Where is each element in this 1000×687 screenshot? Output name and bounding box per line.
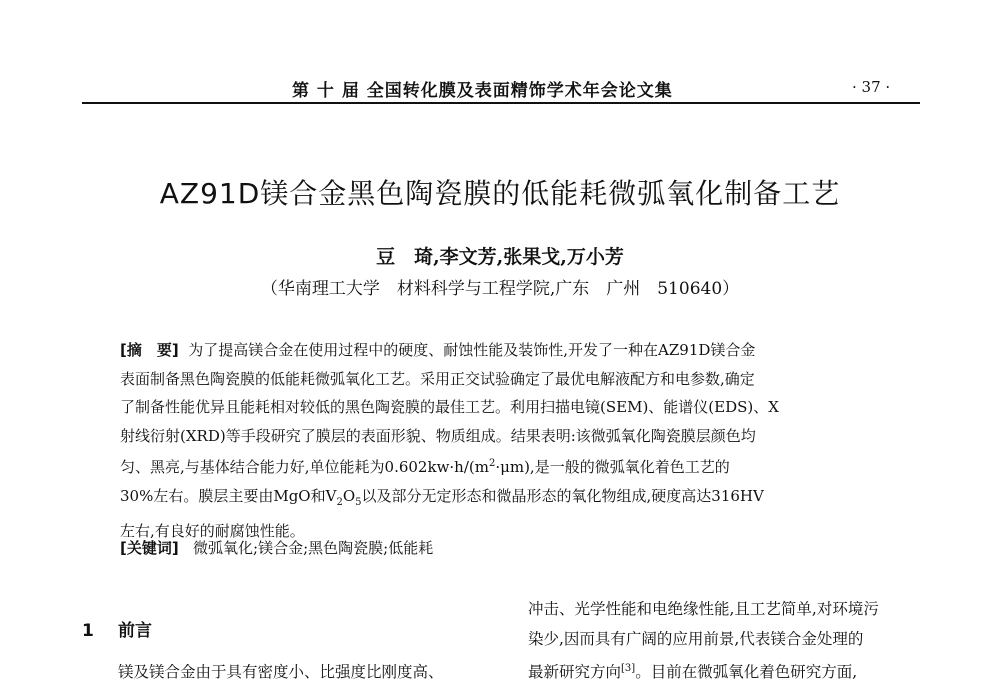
body-paragraph: 镁及镁合金由于具有密度小、比强度比刚度高、 (118, 663, 444, 681)
body-left-column (118, 660, 444, 682)
abstract-text: 以及部分无定形态和微晶形态的氧化物组成,硬度高达316HV (361, 486, 764, 505)
running-title: 第 十 届 全国转化膜及表面精饰学术年会论文集 (292, 81, 673, 101)
keywords (120, 537, 890, 558)
body-line: 冲击、光学性能和电绝缘性能,且工艺简单,对环境污 (528, 600, 879, 618)
subscript: 2 (336, 496, 343, 508)
header-rule (82, 102, 920, 104)
superscript: 2 (488, 458, 496, 469)
section-number: 1 (82, 621, 94, 641)
abstract-line: 射线衍射(XRD)等手段研究了膜层的表面形貌、物质组成。结果表明:该微弧氧化陶瓷膜层颜色均 (120, 426, 756, 445)
abstract-label: [摘 要] (120, 341, 179, 359)
abstract-line (120, 450, 890, 482)
abstract-text: 30%左右。膜层主要由MgO和V (120, 486, 337, 505)
citation-ref: [3] (621, 663, 636, 674)
abstract-text: 匀、黑亮,与基体结合能力好,单位能耗为0.602kw·h/(m (120, 458, 489, 476)
body-right-column (528, 594, 924, 687)
abstract-line: 表面制备黑色陶瓷膜的低能耗微弧氧化工艺。采用正交试验确定了最优电解液配方和电参数,确定 (120, 369, 755, 388)
body-line (528, 654, 924, 687)
keywords-text: 微弧氧化;镁合金;黑色陶瓷膜;低能耗 (193, 539, 434, 557)
body-text: 最新研究方向 (528, 663, 622, 682)
subscript: 5 (355, 496, 362, 508)
body-text: 。目前在微弧氧化着色研究方面, (635, 663, 858, 682)
abstract-line (120, 482, 890, 518)
section-heading (82, 616, 152, 641)
body-line: 染少,因而具有广阔的应用前景,代表镁合金处理的 (528, 630, 864, 648)
running-header (0, 70, 1000, 100)
keywords-label: [关键词] (120, 539, 179, 557)
abstract-line: 左右,有良好的耐腐蚀性能。 (120, 522, 305, 540)
paper-authors: 豆 琦,李文芳,张果戈,万小芳 (376, 246, 624, 268)
page-number: · 37 · (852, 78, 891, 96)
abstract-text: ·μm),是一般的微弧氧化着色工艺的 (495, 458, 730, 476)
abstract-text: O (342, 486, 356, 505)
abstract-line: 了制备性能优异且能耗相对较低的黑色陶瓷膜的最佳工艺。利用扫描电镜(SEM)、能谱仪(EDS)、X (120, 398, 779, 416)
abstract (120, 336, 890, 546)
abstract-line (120, 336, 890, 365)
paper-title: AZ91D镁合金黑色陶瓷膜的低能耗微弧氧化制备工艺 (159, 177, 841, 210)
abstract-text: 为了提高镁合金在使用过程中的硬度、耐蚀性能及装饰性,开发了一种在AZ91D镁合金 (188, 341, 756, 359)
section-title: 前言 (118, 621, 152, 641)
paper-affiliation: （华南理工大学 材料科学与工程学院,广东 广州 510640） (260, 279, 740, 299)
